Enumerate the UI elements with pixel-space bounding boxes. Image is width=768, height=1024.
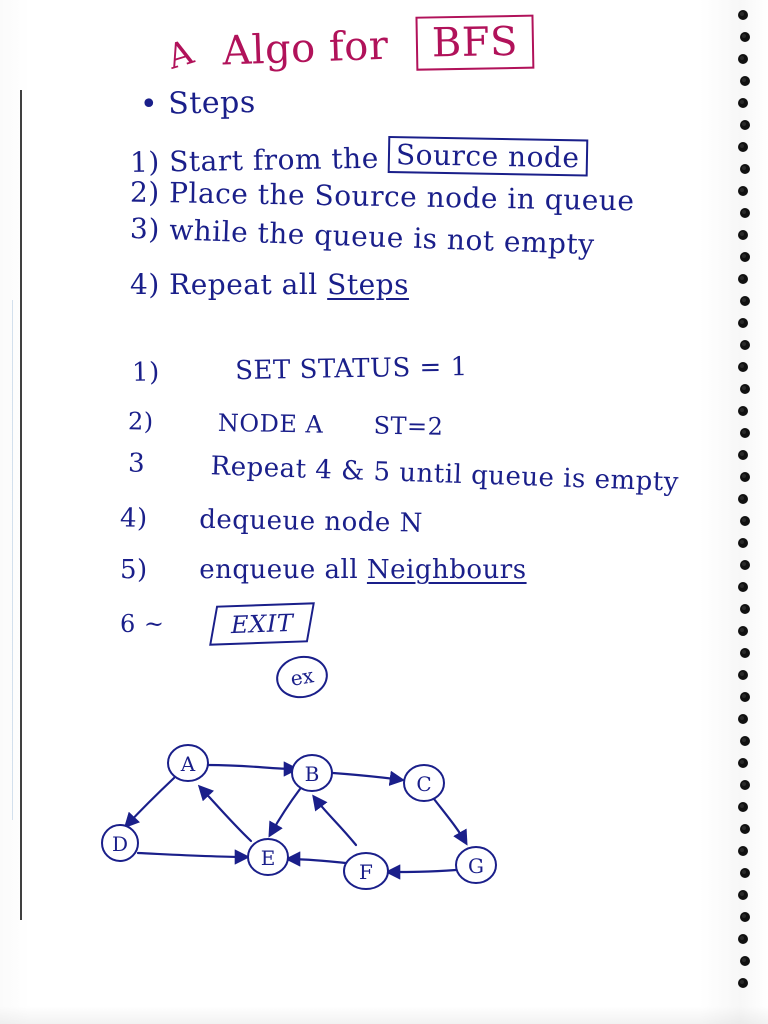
edge-g-f — [388, 870, 456, 872]
title-text: Algo for — [221, 22, 390, 75]
alg-text: enqueue all — [199, 555, 359, 585]
step-text: Place the Source node in queue — [168, 176, 635, 218]
spiral-hole — [738, 406, 748, 416]
edge-e-a — [200, 787, 251, 841]
step-number: 4) — [130, 268, 160, 301]
alg-text-right: ST=2 — [373, 411, 444, 441]
spiral-hole — [738, 978, 748, 988]
graph-node-label: C — [416, 772, 432, 796]
spiral-hole — [740, 384, 750, 394]
page-left-edge — [20, 90, 22, 920]
alg-text: dequeue node N — [198, 504, 424, 539]
spiral-hole — [738, 274, 748, 284]
alg-number: 1) — [131, 357, 160, 388]
page-left-guide — [12, 300, 13, 820]
spiral-hole — [740, 296, 750, 306]
alg-line-3 — [128, 448, 680, 497]
step-text: Start from the — [168, 141, 380, 179]
spiral-hole — [738, 54, 748, 64]
edge-b-e — [270, 789, 300, 835]
alg-number: 4) — [119, 503, 148, 534]
spiral-hole — [738, 318, 748, 328]
edge-f-b — [314, 797, 356, 845]
graph-node-e — [248, 839, 288, 875]
spiral-binding — [738, 10, 752, 1020]
edge-b-c — [333, 773, 402, 780]
step-line-1 — [130, 136, 588, 181]
page-bottom-shadow — [0, 1006, 768, 1024]
spiral-hole — [738, 494, 748, 504]
graph-nodes — [102, 745, 496, 889]
graph-node-label: B — [304, 762, 320, 786]
title-boxed: BFS — [415, 15, 534, 71]
spiral-hole — [738, 802, 748, 812]
title-mark: A — [162, 32, 199, 78]
step-boxed: Source node — [388, 136, 588, 176]
graph-node-g — [456, 847, 496, 883]
edge-a-b — [208, 765, 296, 769]
spiral-hole — [738, 450, 748, 460]
steps-heading: • Steps — [139, 84, 256, 123]
spiral-hole — [740, 692, 750, 702]
graph-node-c — [404, 765, 444, 801]
spiral-hole — [738, 626, 748, 636]
alg-line-6 — [120, 604, 311, 644]
spiral-hole — [740, 604, 750, 614]
alg-text: Repeat 4 & 5 until queue is empty — [210, 451, 680, 498]
spiral-hole — [738, 582, 748, 592]
spiral-hole — [740, 736, 750, 746]
step-number: 3) — [129, 211, 161, 246]
alg-text-left: NODE A — [217, 408, 324, 439]
spiral-hole — [740, 780, 750, 790]
spiral-hole — [740, 824, 750, 834]
spiral-hole — [738, 186, 748, 196]
step-number: 2) — [129, 175, 161, 210]
spiral-hole — [740, 428, 750, 438]
spiral-hole — [740, 340, 750, 350]
spiral-hole — [740, 120, 750, 130]
graph-node-d — [102, 825, 138, 861]
alg-text: SET STATUS = 1 — [234, 352, 468, 387]
edge-a-d — [126, 778, 174, 826]
alg-line-5 — [120, 555, 527, 585]
step-line-4 — [130, 268, 409, 301]
spiral-hole — [738, 230, 748, 240]
graph-node-label: E — [260, 846, 276, 870]
alg-line-4 — [120, 503, 423, 538]
graph-node-f — [344, 853, 388, 889]
graph-node-label: F — [359, 860, 373, 884]
alg-line-2 — [128, 407, 444, 441]
spiral-hole — [740, 956, 750, 966]
graph-node-b — [292, 755, 332, 791]
spiral-hole — [740, 76, 750, 86]
graph-node-a — [168, 745, 208, 781]
alg-number: 2) — [127, 407, 154, 436]
spiral-hole — [738, 758, 748, 768]
spiral-hole — [738, 538, 748, 548]
alg-number: 5) — [120, 555, 148, 585]
step-line-2 — [130, 176, 635, 218]
graph-node-label: D — [111, 832, 129, 856]
step-text: while the queue is not empty — [168, 213, 596, 262]
spiral-hole — [738, 714, 748, 724]
spiral-hole — [738, 934, 748, 944]
graph-node-label: G — [468, 854, 484, 878]
exit-box: EXIT — [209, 602, 315, 645]
edge-c-g — [434, 799, 466, 843]
alg-gap — [154, 472, 202, 474]
ex-circle — [273, 652, 332, 702]
spiral-hole — [740, 912, 750, 922]
spiral-hole — [738, 98, 748, 108]
step-number: 1) — [129, 145, 161, 179]
spiral-hole — [740, 252, 750, 262]
edge-d-e — [138, 853, 247, 857]
spiral-hole — [740, 648, 750, 658]
alg-line-1 — [132, 352, 468, 388]
spiral-hole — [740, 164, 750, 174]
ex-label: ex — [288, 663, 316, 691]
spiral-hole — [740, 208, 750, 218]
alg-number: 6 ~ — [120, 610, 165, 638]
alg-gap — [331, 433, 365, 434]
alg-gap — [156, 527, 190, 528]
spiral-hole — [740, 472, 750, 482]
spiral-hole — [738, 362, 748, 372]
spiral-hole — [740, 868, 750, 878]
step-underlined: Steps — [327, 268, 409, 301]
spiral-hole — [740, 560, 750, 570]
spiral-hole — [738, 890, 748, 900]
bfs-graph — [90, 725, 530, 915]
step-text: Repeat all — [169, 268, 318, 301]
alg-gap — [162, 430, 210, 431]
spiral-hole — [740, 32, 750, 42]
alg-underlined: Neighbours — [366, 555, 527, 585]
step-line-3 — [130, 212, 596, 261]
spiral-hole — [738, 670, 748, 680]
spiral-hole — [738, 846, 748, 856]
spiral-hole — [740, 516, 750, 526]
spiral-hole — [738, 142, 748, 152]
spiral-hole — [738, 10, 748, 20]
alg-gap — [169, 379, 227, 380]
edge-f-e — [288, 859, 346, 863]
page-title — [162, 14, 534, 81]
graph-node-label: A — [180, 752, 196, 776]
alg-number: 3 — [127, 448, 146, 479]
